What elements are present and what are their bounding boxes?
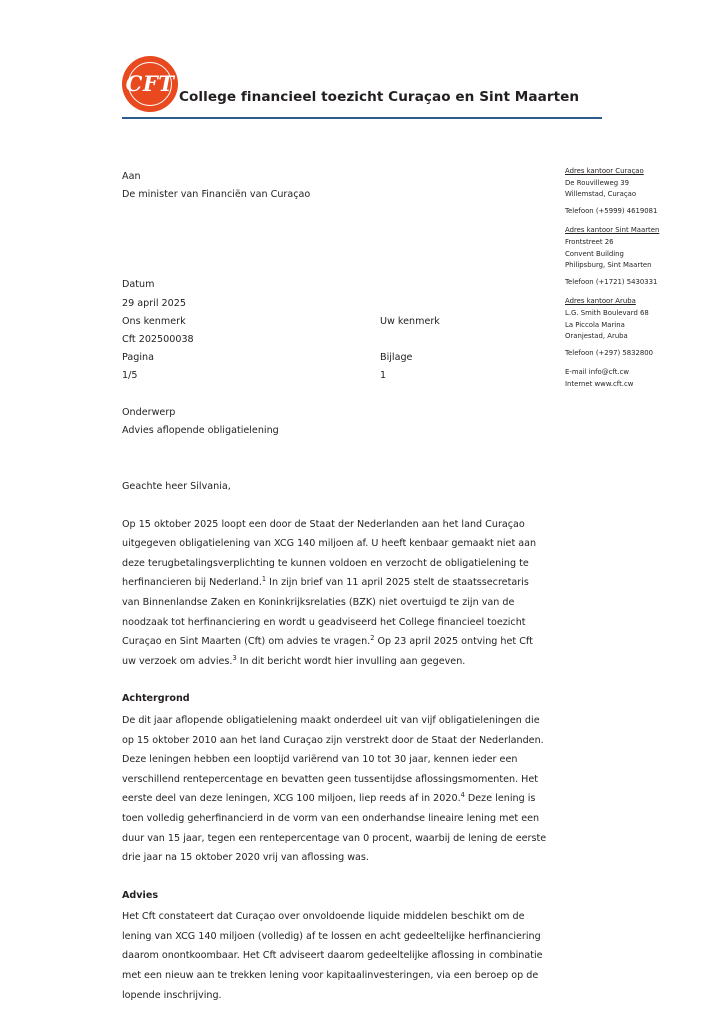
achtergrond-paragraph: [122, 711, 547, 868]
address-phone: Telefoon (+1721) 5430331: [565, 277, 658, 286]
footnote-ref-3[interactable]: 3: [232, 653, 237, 662]
intro-text-a: Op 15 oktober 2025 loopt een door de Staat der Nederlanden aan het land Curaçao uitgegeven obligatielening van XCG 140 miljoen af. U heeft kenbaar gemaakt niet aan deze terugbetalingsverplichting te kunnen voldoen en verzocht de obligatielening te herfinancieren bij Nederland.: [122, 518, 537, 589]
footnote-ref-1[interactable]: 1: [261, 575, 267, 584]
meta-empty-cell: [380, 295, 542, 313]
address-line: Philipsburg, Sint Maarten: [565, 261, 652, 270]
letter-body: [122, 477, 547, 1023]
meta-datum-value: 29 april 2025: [122, 297, 186, 309]
letterhead: [0, 56, 724, 120]
intro-text-c: Op 23 april 2025 ontving het Cft uw verzoek om advies.: [122, 636, 533, 667]
achtergrond-text-a: De dit jaar aflopende obligatielening maakt onderdeel uit van vijf obligatieleningen die op 15 oktober 2010 aan het land Curaçao zijn verstrekt door de Staat der Nederlanden. Deze leningen hebben een looptijd variërend van 10 tot 30 jaar, kennen ieder een verschillend rentepercentage en bevatten geen tussentijdse aflossingsmomenten. Het eerste deel van deze leningen, XCG 100 miljoen, liep reeds af in 2020.: [122, 714, 544, 805]
meta-row-pagina-labels: [122, 349, 542, 367]
address-group-sint-maarten: [565, 225, 715, 288]
address-heading: Adres kantoor Sint Maarten: [565, 226, 660, 235]
cft-logo: [122, 56, 178, 112]
logo-text: CFT: [125, 71, 175, 96]
address-line: La Piccola Marina: [565, 320, 625, 329]
addressee-aan: Aan: [122, 171, 141, 182]
address-line: Oranjestad, Aruba: [565, 332, 628, 341]
addressee-name: De minister van Financiën van Curaçao: [122, 189, 311, 201]
meta-row-kenmerk-values: [122, 331, 542, 349]
meta-empty-cell: [380, 276, 542, 294]
meta-table: [122, 276, 542, 385]
achtergrond-text-b: Deze lening is toen volledig geherfinancierd in de vorm van een onderhandse lineaire lening met een duur van 15 jaar, tegen een rentepercentage van 0 procent, waarbij de lening de eerste drie jaar na 15 oktober 2020 vrij van aflossing was.: [122, 793, 547, 864]
contact-email[interactable]: E-mail info@cft.cw: [565, 368, 630, 377]
intro-text-b: In zijn brief van 11 april 2025 stelt de staatssecretaris van Binnenlandse Zaken en Koninkrijksrelaties (BZK) niet overtuigd te zijn van de noodzaak tot herfinanciering en wordt u geadviseerd het College financieel toezicht Curaçao en Sint Maarten (Cft) om advies te vragen.: [122, 577, 529, 648]
address-group-aruba: [565, 296, 715, 359]
meta-ons-kenmerk-label: Ons kenmerk: [122, 315, 186, 327]
subject-label: Onderwerp: [122, 406, 176, 418]
section-heading-advies: Advies: [122, 889, 159, 901]
intro-paragraph: [122, 515, 547, 672]
advies-paragraph: Het Cft constateert dat Curaçao over onvoldoende liquide middelen beschikt om de lening van XCG 140 miljoen (volledig) af te lossen en acht gedeeltelijke herfinanciering daarom onontkoombaar. Het Cft adviseert daarom gedeeltelijke aflossing in combinatie met een nieuw aan te trekken lening voor kapitaalinvesteringen, via een beroep op de lopende inschrijving.: [122, 911, 543, 1001]
meta-row-datum: [122, 276, 542, 294]
meta-datum-label: Datum: [122, 279, 155, 291]
section-heading-achtergrond: Achtergrond: [122, 693, 190, 705]
meta-pagina-value: 1/5: [122, 370, 138, 382]
meta-uw-kenmerk-value: [380, 331, 542, 349]
meta-row-kenmerk-labels: [122, 313, 542, 331]
meta-row-pagina-values: [122, 367, 542, 385]
address-phone: Telefoon (+5999) 4619081: [565, 206, 658, 215]
address-heading: Adres kantoor Curaçao: [565, 167, 644, 175]
address-group-curacao: [565, 166, 715, 217]
intro-text-d: In dit bericht wordt hier invulling aan gegeven.: [236, 655, 466, 667]
meta-pagina-label: Pagina: [122, 352, 154, 364]
meta-ons-kenmerk-value: Cft 202500038: [122, 334, 194, 346]
address-line: Convent Building: [565, 249, 624, 258]
address-line: Frontstreet 26: [565, 237, 614, 246]
address-heading: Adres kantoor Aruba: [565, 297, 636, 306]
address-phone: Telefoon (+297) 5832800: [565, 348, 654, 357]
logo-circle-icon: [122, 56, 178, 112]
contact-group: [565, 367, 715, 390]
footnote-ref-2[interactable]: 2: [370, 633, 375, 642]
addressee-block: [122, 168, 552, 204]
letter-meta: [122, 168, 552, 440]
meta-uw-kenmerk-label: Uw kenmerk: [380, 315, 440, 327]
salutation: Geachte heer Silvania,: [122, 481, 231, 492]
subject-block: [122, 404, 552, 440]
meta-row-datum-value: [122, 295, 542, 313]
address-sidebar: [565, 166, 715, 399]
footnote-ref-4[interactable]: 4: [460, 791, 465, 800]
contact-website[interactable]: Internet www.cft.cw: [565, 379, 634, 388]
address-line: Willemstad, Curaçao: [565, 190, 637, 199]
organization-title: College financieel toezicht Curaçao en Sint Maarten: [179, 89, 580, 105]
subject-value: Advies aflopende obligatielening: [122, 424, 279, 436]
header-divider: [122, 117, 602, 119]
meta-bijlage-label: Bijlage: [380, 352, 413, 364]
address-line: L.G. Smith Boulevard 68: [565, 308, 649, 317]
address-line: De Rouvilleweg 39: [565, 178, 630, 187]
meta-bijlage-value: 1: [380, 370, 387, 382]
